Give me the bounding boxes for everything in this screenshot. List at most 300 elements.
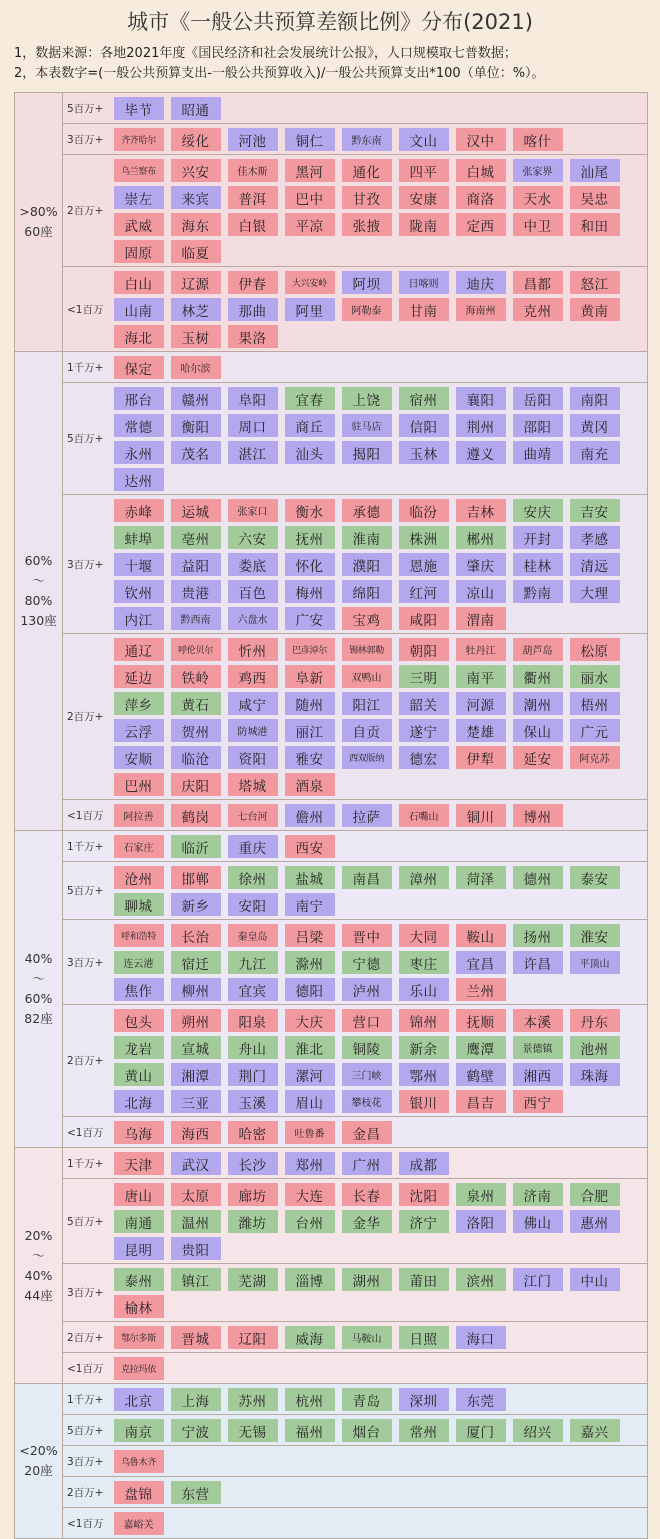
band-label-line: 60座 <box>24 224 53 239</box>
tier-label: <1百万 <box>67 1126 104 1139</box>
city-cell: 许昌 <box>513 951 563 974</box>
city-cell: 丽水 <box>570 665 620 688</box>
city-cell: 文山 <box>399 128 449 151</box>
city-cell: 陇南 <box>399 213 449 236</box>
city-cell: 龙岩 <box>114 1036 164 1059</box>
city-cell: 阜阳 <box>228 387 278 410</box>
city-cell: 巴彦淖尔 <box>285 638 335 661</box>
city-cell: 四平 <box>399 159 449 182</box>
city-cell: 宿迁 <box>171 951 221 974</box>
city-cell: 黔西南 <box>171 607 221 630</box>
city-cell: 盘锦 <box>114 1481 164 1504</box>
city-cell: 河源 <box>456 692 506 715</box>
city-cell: 六盘水 <box>228 607 278 630</box>
city-cell: 厦门 <box>456 1419 506 1442</box>
ratio-band <box>15 93 647 352</box>
city-cell: 菏泽 <box>456 866 506 889</box>
city-cell: 扬州 <box>513 924 563 947</box>
city-cell: 铁岭 <box>171 665 221 688</box>
city-cell: 邯郸 <box>171 866 221 889</box>
city-cell: 南充 <box>570 441 620 464</box>
city-cell: 自贡 <box>342 719 392 742</box>
city-cell: 齐齐哈尔 <box>114 128 164 151</box>
city-cell: 青岛 <box>342 1388 392 1411</box>
tier-label: 3百万+ <box>67 956 104 969</box>
city-cell: 七台河 <box>228 804 278 827</box>
ratio-band <box>15 1384 647 1538</box>
city-cell: 忻州 <box>228 638 278 661</box>
city-cell: 定西 <box>456 213 506 236</box>
city-cell: 铜仁 <box>285 128 335 151</box>
city-cell: 黔南 <box>513 580 563 603</box>
population-tier-row <box>63 1415 647 1446</box>
city-cell: 蚌埠 <box>114 526 164 549</box>
city-cell: 马鞍山 <box>342 1326 392 1349</box>
city-cell: 临汾 <box>399 499 449 522</box>
city-cell: 贺州 <box>171 719 221 742</box>
city-cell: 南平 <box>456 665 506 688</box>
tier-label: 2百万+ <box>67 1055 104 1067</box>
page-title: 城市《一般公共预算差额比例》分布(2021) <box>127 10 533 34</box>
city-cell: 德州 <box>513 866 563 889</box>
city-cell: 朔州 <box>171 1009 221 1032</box>
city-cell: 张家口 <box>228 499 278 522</box>
city-cell: 嘉兴 <box>570 1419 620 1442</box>
tier-label: 3百万+ <box>67 133 104 146</box>
city-cell: 阿里 <box>285 298 335 321</box>
city-cell: 茂名 <box>171 441 221 464</box>
city-cell: 平顶山 <box>570 951 620 974</box>
city-cell: 甘孜 <box>342 186 392 209</box>
city-cell: 绵阳 <box>342 580 392 603</box>
tier-label: 5百万+ <box>67 102 104 115</box>
city-cell: 南昌 <box>342 866 392 889</box>
city-cell: 迪庆 <box>456 271 506 294</box>
population-tier-row <box>63 124 647 155</box>
band-label <box>15 352 63 830</box>
city-cell: 桂林 <box>513 553 563 576</box>
city-cell: 延安 <box>513 746 563 769</box>
city-cell: 金昌 <box>342 1121 392 1144</box>
city-cell: 西安 <box>285 835 335 858</box>
city-cell: 黄冈 <box>570 414 620 437</box>
city-cell: 昌吉 <box>456 1090 506 1113</box>
city-cell: 临沧 <box>171 746 221 769</box>
city-cell: 白山 <box>114 271 164 294</box>
city-cell: 双鸭山 <box>342 665 392 688</box>
city-cell: 银川 <box>399 1090 449 1113</box>
city-cell: 山南 <box>114 298 164 321</box>
city-cell: 鄂尔多斯 <box>114 1326 164 1349</box>
city-cell: 丽江 <box>285 719 335 742</box>
city-cell: 伊犁 <box>456 746 506 769</box>
city-cell: 镇江 <box>171 1268 221 1291</box>
city-cell: 酒泉 <box>285 773 335 796</box>
city-cell: 南通 <box>114 1210 164 1233</box>
city-cell: 常州 <box>399 1419 449 1442</box>
city-cell: 黔东南 <box>342 128 392 151</box>
band-label-line: ～ <box>32 1247 45 1263</box>
city-cell: 辽源 <box>171 271 221 294</box>
city-cell: 泸州 <box>342 978 392 1001</box>
city-cell: 中山 <box>570 1268 620 1291</box>
city-cell: 延边 <box>114 665 164 688</box>
city-cell: 阳江 <box>342 692 392 715</box>
city-cell: 南阳 <box>570 387 620 410</box>
band-label-line: 44座 <box>24 1287 53 1303</box>
city-cell: 钦州 <box>114 580 164 603</box>
city-cell: 渭南 <box>456 607 506 630</box>
population-tier-row <box>63 1179 647 1264</box>
city-cell: 广州 <box>342 1152 392 1175</box>
city-cell: 十堰 <box>114 553 164 576</box>
city-cell: 天水 <box>513 186 563 209</box>
city-cell: 咸宁 <box>228 692 278 715</box>
population-tier-row <box>63 1446 647 1477</box>
city-cell: 淄博 <box>285 1268 335 1291</box>
city-cell: 淮安 <box>570 924 620 947</box>
city-cell: 肇庆 <box>456 553 506 576</box>
band-label-line: 60% <box>24 991 53 1006</box>
city-cell: 阿克苏 <box>570 746 620 769</box>
city-cell: 平凉 <box>285 213 335 236</box>
population-tier-row <box>63 267 647 351</box>
city-cell: 大理 <box>570 580 620 603</box>
city-cell: 孝感 <box>570 526 620 549</box>
city-cell: 梅州 <box>285 580 335 603</box>
city-cell: 新余 <box>399 1036 449 1059</box>
city-cell: 锦州 <box>399 1009 449 1032</box>
tier-label: <1百万 <box>67 1362 104 1375</box>
city-cell: 金华 <box>342 1210 392 1233</box>
city-cell: 芜湖 <box>228 1268 278 1291</box>
city-cell: 兴安 <box>171 159 221 182</box>
population-tier-row <box>63 1353 647 1383</box>
city-cell: 阜新 <box>285 665 335 688</box>
city-cell: 鹰潭 <box>456 1036 506 1059</box>
city-cell: 韶关 <box>399 692 449 715</box>
city-cell: 秦皇岛 <box>228 924 278 947</box>
note-line-2: 2，本表数字=(一般公共预算支出-一般公共预算收入)/一般公共预算支出*100（单位：%）。 <box>14 66 545 81</box>
city-cell: 杭州 <box>285 1388 335 1411</box>
city-cell: 滨州 <box>456 1268 506 1291</box>
city-cell: 毕节 <box>114 97 164 120</box>
city-cell: 沈阳 <box>399 1183 449 1206</box>
city-cell: 甘南 <box>399 298 449 321</box>
city-cell: 资阳 <box>228 746 278 769</box>
city-cell: 邵阳 <box>513 414 563 437</box>
tier-label: 3百万+ <box>67 558 104 571</box>
city-cell: 岳阳 <box>513 387 563 410</box>
city-cell: 北海 <box>114 1090 164 1113</box>
city-cell: 儋州 <box>285 804 335 827</box>
tier-label: 5百万+ <box>67 1215 104 1228</box>
city-cell: 郑州 <box>285 1152 335 1175</box>
city-cell: 徐州 <box>228 866 278 889</box>
city-cell: 济南 <box>513 1183 563 1206</box>
city-cell: 衡阳 <box>171 414 221 437</box>
city-cell: 海口 <box>456 1326 506 1349</box>
city-cell: 朝阳 <box>399 638 449 661</box>
city-cell: 达州 <box>114 468 164 491</box>
city-cell: 和田 <box>570 213 620 236</box>
population-tier-row <box>63 831 647 862</box>
city-cell: 铜陵 <box>342 1036 392 1059</box>
city-cell: 池州 <box>570 1036 620 1059</box>
city-cell: 天津 <box>114 1152 164 1175</box>
city-cell: 新乡 <box>171 893 221 916</box>
city-cell: 盐城 <box>285 866 335 889</box>
city-cell: 威海 <box>285 1326 335 1349</box>
city-cell: 汕头 <box>285 441 335 464</box>
city-cell: 承德 <box>342 499 392 522</box>
city-cell: 海西 <box>171 1121 221 1144</box>
city-cell: 滁州 <box>285 951 335 974</box>
city-cell: 柳州 <box>171 978 221 1001</box>
city-cell: 聊城 <box>114 893 164 916</box>
city-cell: 商丘 <box>285 414 335 437</box>
city-cell: 九江 <box>228 951 278 974</box>
tier-label: 2百万+ <box>67 1486 104 1499</box>
city-cell: 咸阳 <box>399 607 449 630</box>
city-cell: 上海 <box>171 1388 221 1411</box>
city-cell: 百色 <box>228 580 278 603</box>
city-cell: 长治 <box>171 924 221 947</box>
city-cell: 昆明 <box>114 1237 164 1260</box>
band-label-line: <20% <box>19 1443 58 1458</box>
city-cell: 赤峰 <box>114 499 164 522</box>
city-cell: 德阳 <box>285 978 335 1001</box>
tier-label: 1千万+ <box>67 1393 104 1406</box>
city-cell: 张掖 <box>342 213 392 236</box>
note-line-1: 1，数据来源：各地2021年度《国民经济和社会发展统计公报》，人口规模取七普数据； <box>14 46 517 61</box>
population-tier-row <box>63 862 647 920</box>
population-tier-row <box>63 352 647 383</box>
city-cell: 兰州 <box>456 978 506 1001</box>
city-cell: 珠海 <box>570 1063 620 1086</box>
city-cell: 烟台 <box>342 1419 392 1442</box>
city-cell: 南宁 <box>285 893 335 916</box>
population-tier-row <box>63 93 647 124</box>
city-cell: 福州 <box>285 1419 335 1442</box>
city-cell: 怀化 <box>285 553 335 576</box>
population-tier-row <box>63 920 647 1005</box>
band-label-line: 82座 <box>24 1011 53 1026</box>
city-cell: 广安 <box>285 607 335 630</box>
tier-label: 3百万+ <box>67 1287 104 1299</box>
city-cell: 呼伦贝尔 <box>171 638 221 661</box>
city-cell: 江门 <box>513 1268 563 1291</box>
city-cell: 铜川 <box>456 804 506 827</box>
city-cell: 博州 <box>513 804 563 827</box>
city-cell: 益阳 <box>171 553 221 576</box>
city-cell: 海南州 <box>456 298 506 321</box>
city-cell: 淮南 <box>342 526 392 549</box>
city-cell: 克拉玛依 <box>114 1357 164 1380</box>
city-cell: 鹤壁 <box>456 1063 506 1086</box>
city-cell: 玉林 <box>399 441 449 464</box>
band-label <box>15 831 63 1147</box>
city-cell: 河池 <box>228 128 278 151</box>
population-tier-row <box>63 1322 647 1353</box>
city-cell: 那曲 <box>228 298 278 321</box>
city-cell: 襄阳 <box>456 387 506 410</box>
city-cell: 楚雄 <box>456 719 506 742</box>
ratio-band <box>15 352 647 831</box>
population-tier-row <box>63 155 647 267</box>
city-cell: 恩施 <box>399 553 449 576</box>
city-cell: 信阳 <box>399 414 449 437</box>
city-cell: 濮阳 <box>342 553 392 576</box>
city-cell: 巴中 <box>285 186 335 209</box>
city-distribution-table <box>14 92 648 1539</box>
city-cell: 辽阳 <box>228 1326 278 1349</box>
ratio-band <box>15 1148 647 1384</box>
city-cell: 洛阳 <box>456 1210 506 1233</box>
city-cell: 乌鲁木齐 <box>114 1450 164 1473</box>
city-cell: 安康 <box>399 186 449 209</box>
city-cell: 曲靖 <box>513 441 563 464</box>
city-cell: 景德镇 <box>513 1036 563 1059</box>
city-cell: 石嘴山 <box>399 804 449 827</box>
city-cell: 吕梁 <box>285 924 335 947</box>
city-cell: 常德 <box>114 414 164 437</box>
city-cell: 南京 <box>114 1419 164 1442</box>
city-cell: 保山 <box>513 719 563 742</box>
city-cell: 锡林郭勒 <box>342 638 392 661</box>
city-cell: 衡水 <box>285 499 335 522</box>
population-tier-row <box>63 1005 647 1117</box>
city-cell: 娄底 <box>228 553 278 576</box>
city-cell: 日照 <box>399 1326 449 1349</box>
population-tier-row <box>63 1508 647 1538</box>
city-cell: 绥化 <box>171 128 221 151</box>
city-cell: 湘潭 <box>171 1063 221 1086</box>
city-cell: 宜宾 <box>228 978 278 1001</box>
city-cell: 佛山 <box>513 1210 563 1233</box>
tier-label: 5百万+ <box>67 885 104 897</box>
city-cell: 伊春 <box>228 271 278 294</box>
city-cell: 温州 <box>171 1210 221 1233</box>
tier-label: 2百万+ <box>67 1331 104 1344</box>
population-tier-row <box>63 1148 647 1179</box>
city-cell: 绍兴 <box>513 1419 563 1442</box>
city-cell: 泰安 <box>570 866 620 889</box>
tier-label: <1百万 <box>67 809 104 822</box>
city-cell: 乐山 <box>399 978 449 1001</box>
tier-label: 5百万+ <box>67 433 104 445</box>
city-cell: 嘉峪关 <box>114 1512 164 1535</box>
city-cell: 贵港 <box>171 580 221 603</box>
city-cell: 黄南 <box>570 298 620 321</box>
band-label-line: ～ <box>32 971 45 986</box>
city-cell: 葫芦岛 <box>513 638 563 661</box>
city-cell: 苏州 <box>228 1388 278 1411</box>
city-cell: 大连 <box>285 1183 335 1206</box>
tier-label: 1千万+ <box>67 1157 104 1170</box>
city-cell: 阿拉善 <box>114 804 164 827</box>
city-cell: 鸡西 <box>228 665 278 688</box>
city-cell: 鄂州 <box>399 1063 449 1086</box>
city-cell: 昌都 <box>513 271 563 294</box>
city-cell: 三明 <box>399 665 449 688</box>
city-cell: 拉萨 <box>342 804 392 827</box>
city-cell: 白城 <box>456 159 506 182</box>
population-tier-row <box>63 1264 647 1322</box>
city-cell: 遵义 <box>456 441 506 464</box>
city-cell: 泉州 <box>456 1183 506 1206</box>
band-label <box>15 93 63 351</box>
city-cell: 邢台 <box>114 387 164 410</box>
city-cell: 亳州 <box>171 526 221 549</box>
city-cell: 白银 <box>228 213 278 236</box>
tier-label: 2百万+ <box>67 711 104 723</box>
city-cell: 开封 <box>513 526 563 549</box>
population-tier-row <box>63 634 647 800</box>
population-tier-row <box>63 383 647 495</box>
city-cell: 巴州 <box>114 773 164 796</box>
ratio-band <box>15 831 647 1148</box>
city-cell: 揭阳 <box>342 441 392 464</box>
city-cell: 喀什 <box>513 128 563 151</box>
city-cell: 庆阳 <box>171 773 221 796</box>
city-cell: 通辽 <box>114 638 164 661</box>
city-cell: 宜昌 <box>456 951 506 974</box>
city-cell: 成都 <box>399 1152 449 1175</box>
population-tier-row <box>63 800 647 830</box>
city-cell: 荆门 <box>228 1063 278 1086</box>
city-cell: 普洱 <box>228 186 278 209</box>
city-cell: 宝鸡 <box>342 607 392 630</box>
city-cell: 沧州 <box>114 866 164 889</box>
population-tier-row <box>63 1477 647 1508</box>
city-cell: 周口 <box>228 414 278 437</box>
city-cell: 哈密 <box>228 1121 278 1144</box>
city-cell: 晋中 <box>342 924 392 947</box>
band-label-line: 80% <box>24 593 53 608</box>
city-cell: 武威 <box>114 213 164 236</box>
city-cell: 宜春 <box>285 387 335 410</box>
city-cell: 莆田 <box>399 1268 449 1291</box>
city-cell: 乌兰察布 <box>114 159 164 182</box>
city-cell: 保定 <box>114 356 164 379</box>
city-cell: 张家界 <box>513 159 563 182</box>
city-cell: 荆州 <box>456 414 506 437</box>
city-cell: 三门峡 <box>342 1063 392 1086</box>
city-cell: 来宾 <box>171 186 221 209</box>
city-cell: 舟山 <box>228 1036 278 1059</box>
city-cell: 泰州 <box>114 1268 164 1291</box>
city-cell: 西宁 <box>513 1090 563 1113</box>
city-cell: 吴忠 <box>570 186 620 209</box>
city-cell: 上饶 <box>342 387 392 410</box>
tier-label: 5百万+ <box>67 1424 104 1437</box>
city-cell: 吐鲁番 <box>285 1121 335 1144</box>
city-cell: 淮北 <box>285 1036 335 1059</box>
city-cell: 湖州 <box>342 1268 392 1291</box>
city-cell: 德宏 <box>399 746 449 769</box>
city-cell: 重庆 <box>228 835 278 858</box>
city-cell: 潍坊 <box>228 1210 278 1233</box>
city-cell: 焦作 <box>114 978 164 1001</box>
city-cell: 合肥 <box>570 1183 620 1206</box>
city-cell: 武汉 <box>171 1152 221 1175</box>
city-cell: 阳泉 <box>228 1009 278 1032</box>
band-label-line: 60% <box>24 553 53 568</box>
band-label-line: 40% <box>24 1267 53 1283</box>
city-cell: 日喀则 <box>399 271 449 294</box>
city-cell: 哈尔滨 <box>171 356 221 379</box>
